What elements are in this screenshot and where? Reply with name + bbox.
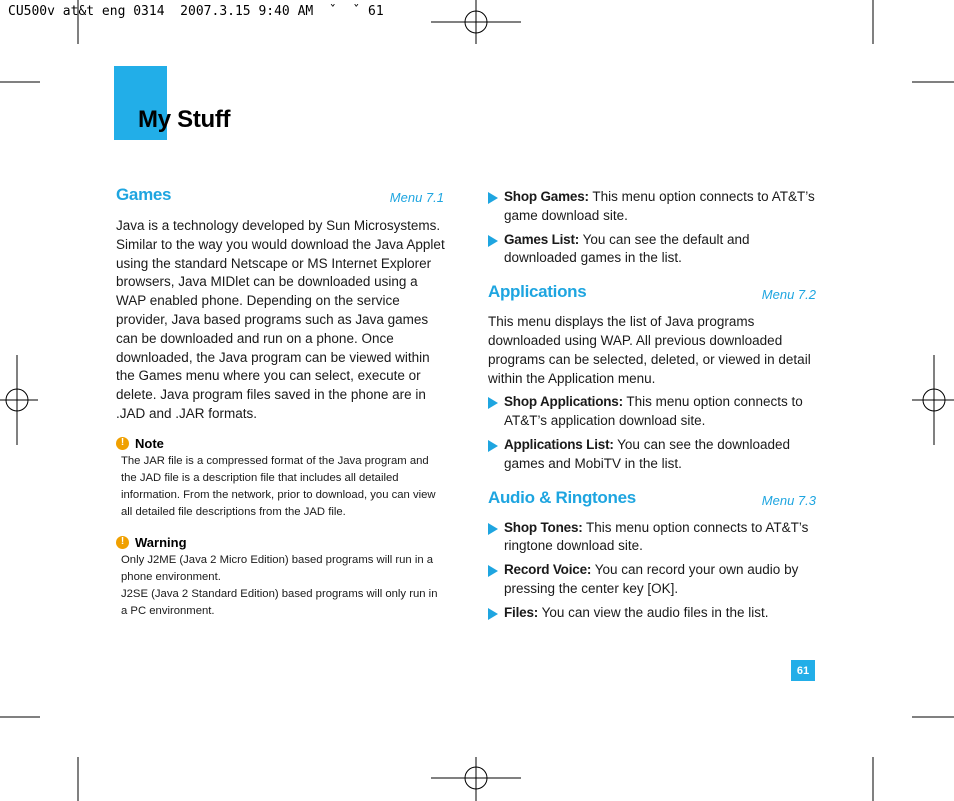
audio-title: Audio & Ringtones bbox=[488, 487, 636, 507]
exclamation-icon: ! bbox=[116, 536, 129, 549]
arrow-right-icon bbox=[488, 235, 498, 247]
print-header: CU500v at&t eng 0314 2007.3.15 9:40 AM ˇ ˇ 61 bbox=[8, 4, 384, 19]
games-body: Java is a technology developed by Sun Microsystems. Similar to the way you would download the Java Applet using the standard Netscape or MS Internet Explorer browsers, Java MIDlet can be downloaded using a WAP enabled phone. Depending on the service provider, Java based programs such as Java games can be downloaded and run on a phone. Once downloaded, the Java program can be viewed within the Games menu where you can select, execute or delete. Java program files saved in the phone are in .JAD and .JAR formats. bbox=[116, 218, 445, 421]
games-header bbox=[116, 185, 446, 211]
list-item: Shop Applications: This menu option connects to AT&T’s application download site. bbox=[488, 393, 818, 431]
arrow-right-icon bbox=[488, 565, 498, 577]
games-menu-number: Menu 7.1 bbox=[389, 190, 444, 205]
list-item: Applications List: You can see the downloaded games and MobiTV in the list. bbox=[488, 436, 818, 474]
warning-label: Warning bbox=[135, 534, 187, 550]
audio-menu-number: Menu 7.3 bbox=[761, 492, 816, 508]
list-item: Games List: You can see the default and downloaded games in the list. bbox=[488, 231, 818, 269]
applications-header bbox=[488, 282, 818, 308]
list-item: Record Voice: You can record your own audio by pressing the center key [OK]. bbox=[488, 561, 818, 599]
exclamation-icon: ! bbox=[116, 437, 129, 450]
arrow-right-icon bbox=[488, 397, 498, 409]
applications-body: This menu displays the list of Java programs downloaded using WAP. All previous downloaded programs can be selected, deleted, or viewed in detail within the Application menu. bbox=[488, 314, 811, 386]
note-block bbox=[116, 436, 446, 521]
warning-text-1: Only J2ME (Java 2 Micro Edition) based programs will run in a phone environment. bbox=[121, 553, 434, 583]
arrow-right-icon bbox=[488, 523, 498, 535]
page-title: My Stuff bbox=[138, 106, 231, 133]
right-column bbox=[488, 185, 818, 628]
warning-block bbox=[116, 535, 446, 620]
arrow-right-icon bbox=[488, 440, 498, 452]
arrow-right-icon bbox=[488, 608, 498, 620]
applications-menu-number: Menu 7.2 bbox=[761, 287, 816, 303]
note-text: The JAR file is a compressed format of the Java program and the JAD file is a description file that includes all detailed information. From the network, prior to download, you can view all detailed file descriptions from the JAD file. bbox=[121, 454, 436, 518]
applications-title: Applications bbox=[488, 282, 587, 302]
games-title: Games bbox=[116, 185, 172, 204]
left-column bbox=[116, 185, 446, 620]
list-item: Shop Games: This menu option connects to AT&T’s game download site. bbox=[488, 188, 818, 226]
list-item: Shop Tones: This menu option connects to AT&T’s ringtone download site. bbox=[488, 519, 818, 557]
warning-text-2: J2SE (Java 2 Standard Edition) based programs will only run in a PC environment. bbox=[121, 587, 438, 617]
audio-header bbox=[488, 488, 818, 514]
page-number: 61 bbox=[791, 660, 815, 681]
arrow-right-icon bbox=[488, 192, 498, 204]
list-item: Files: You can view the audio files in the list. bbox=[488, 604, 818, 623]
note-label: Note bbox=[135, 435, 164, 451]
